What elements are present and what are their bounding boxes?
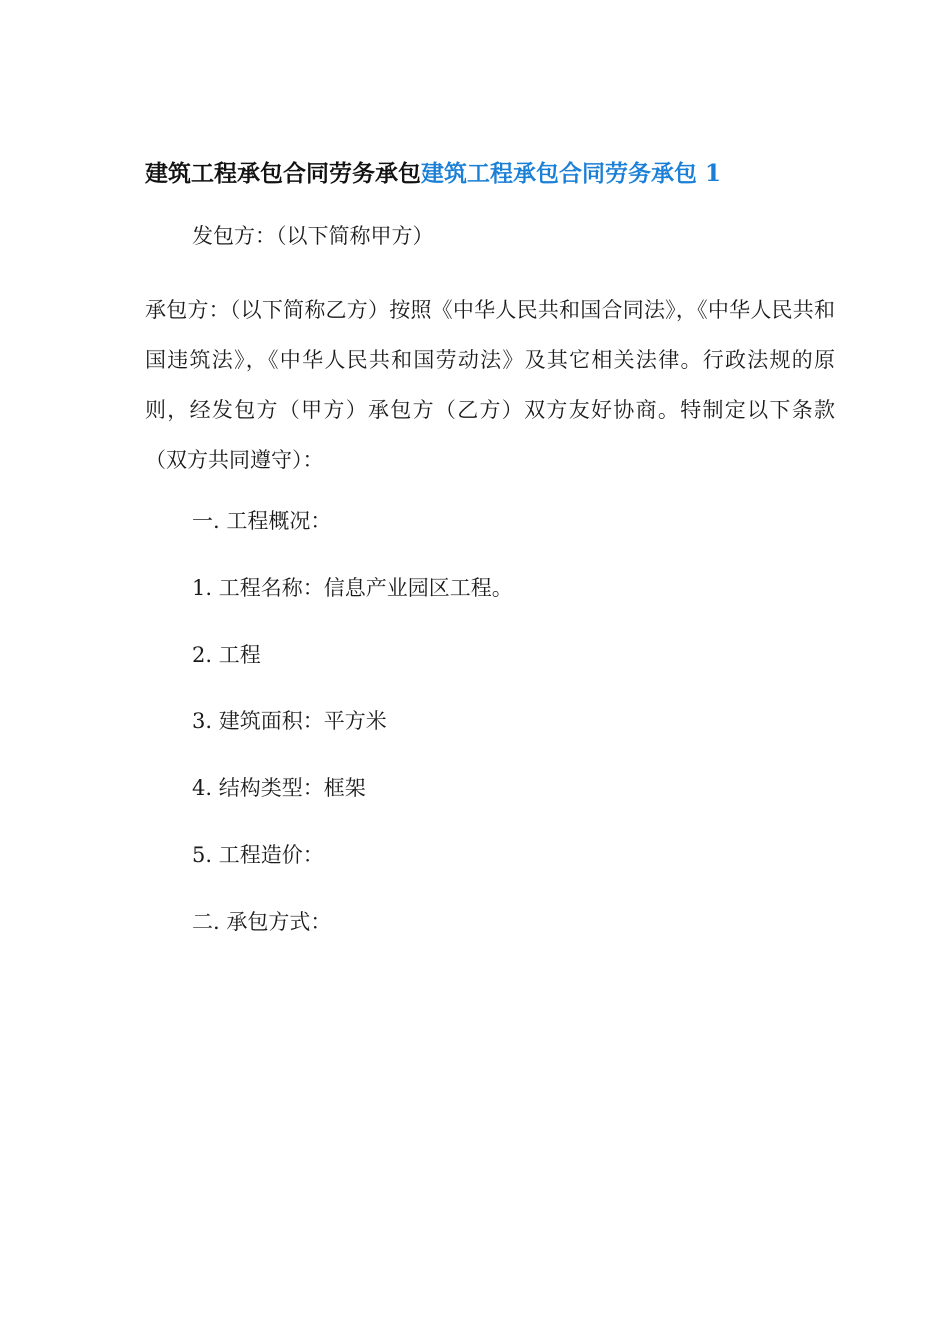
party-a-line: 发包方：（以下简称甲方） xyxy=(192,224,434,248)
section-heading-contract-method: 二. 承包方式： xyxy=(192,910,332,934)
list-item: 3. 建筑面积：平方米 xyxy=(192,709,387,733)
title-main: 建筑工程承包合同劳务承包 xyxy=(145,160,421,187)
list-item: 4. 结构类型：框架 xyxy=(192,776,366,800)
document-title xyxy=(145,155,721,188)
section-heading-overview: 一. 工程概况： xyxy=(192,509,332,533)
list-item: 2. 工程 xyxy=(192,643,261,667)
list-item: 5. 工程造价： xyxy=(192,843,324,867)
list-item: 1. 工程名称：信息产业园区工程。 xyxy=(192,576,513,600)
body-paragraph: 承包方：（以下简称乙方）按照《中华人民共和国合同法》，《中华人民共和国违筑法》，《中华人民共和国劳动法》及其它相关法律。行政法规的原则，经发包方（甲方）承包方（乙方）双方友好协商。特制定以下条款（双方共同遵守）： xyxy=(145,298,835,472)
title-link[interactable]: 建筑工程承包合同劳务承包 1 xyxy=(421,160,722,187)
